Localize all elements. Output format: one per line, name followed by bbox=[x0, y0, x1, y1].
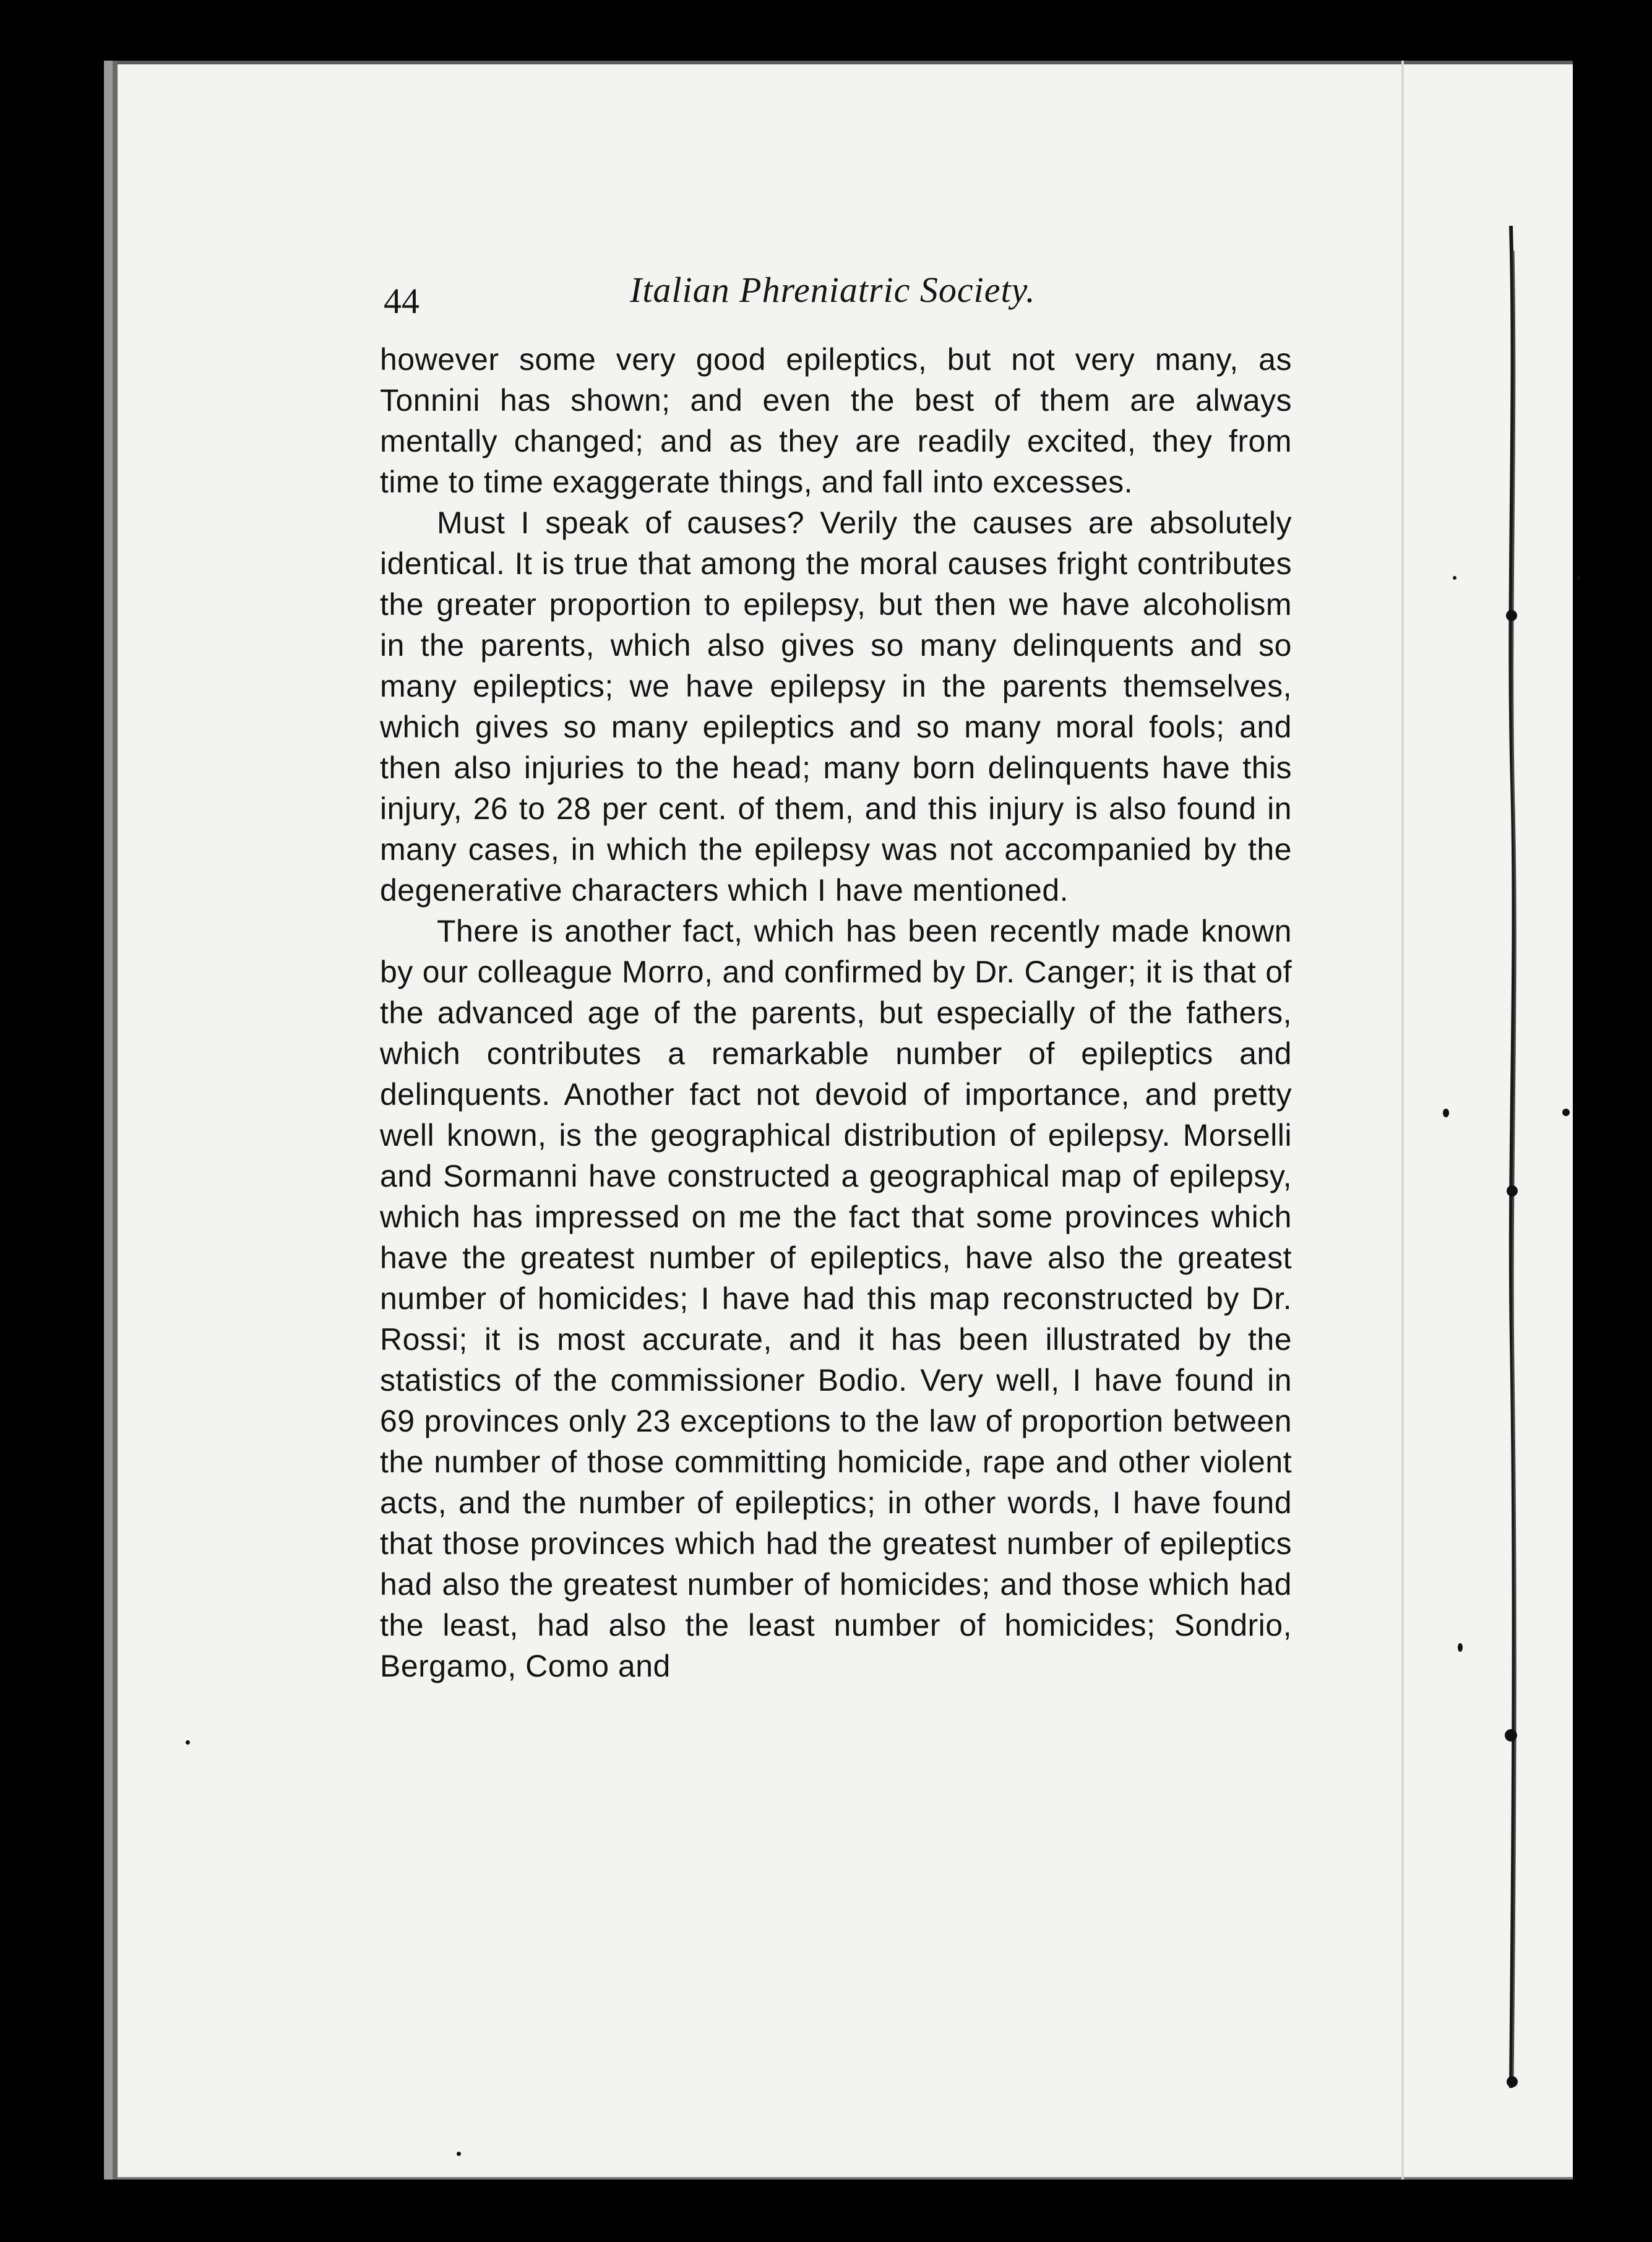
paragraph: however some very good epileptics, but not very many, as Tonnini has shown; and even the best of them are always mentally changed; and as they are readily excited, they from time to time exaggerate things, and fall into excesses. bbox=[380, 342, 1292, 499]
scan-speck bbox=[1458, 1643, 1463, 1652]
scan-speck bbox=[1562, 1109, 1570, 1116]
scan-speck bbox=[1453, 576, 1456, 580]
running-head: Italian Phreniatric Society. bbox=[630, 270, 1036, 310]
paragraph: Must I speak of causes? Verily the causes are absolutely identical. It is true that among the moral causes fright contributes the greater proportion to epilepsy, but then we have alcoholism in the parents, which also gives so many delinquents and so many epileptics; we have epilepsy in the parents themselves, which gives so many epileptics and so many moral fools; and then also injuries to the head; many born delinquents have this injury, 26 to 28 per cent. of them, and this injury is also found in many cases, in which the epilepsy was not accompanied by the degenerative characters which I have mentioned. bbox=[380, 505, 1292, 908]
scan-speck bbox=[457, 2152, 461, 2156]
body-text bbox=[380, 339, 1292, 1686]
page-fold-line bbox=[1401, 61, 1404, 2180]
scan-speck bbox=[1443, 1109, 1449, 1117]
binding-thread-icon bbox=[1505, 226, 1518, 2088]
paragraph: There is another fact, which has been recently made known by our colleague Morro, and confirmed by Dr. Canger; it is that of the advanced age of the parents, but especially of the fathers, which contributes a remarkable number of epileptics and delinquents. Another fact not devoid of importance, and pretty well known, is the geographical distribution of epilepsy. Morselli and Sormanni have constructed a geographical map of epilepsy, which has impressed on me the fact that some provinces which have the greatest number of epileptics, have also the greatest number of homicides; I have had this map reconstructed by Dr. Rossi; it is most accurate, and it has been illustrated by the statistics of the commissioner Bodio. Very well, I have found in 69 provinces only 23 exceptions to the law of proportion between the number of those committing homicide, rape and other violent acts, and the number of epileptics; in other words, I have found that those provinces which had the greatest number of epileptics had also the greatest number of homicides; and those which had the least, had also the least number of homicides; Sondrio, Bergamo, Como and bbox=[380, 914, 1292, 1683]
scan-speck bbox=[1577, 576, 1580, 580]
page-number: 44 bbox=[384, 281, 419, 321]
page-header bbox=[384, 269, 1299, 325]
scan-speck bbox=[186, 1740, 190, 1745]
